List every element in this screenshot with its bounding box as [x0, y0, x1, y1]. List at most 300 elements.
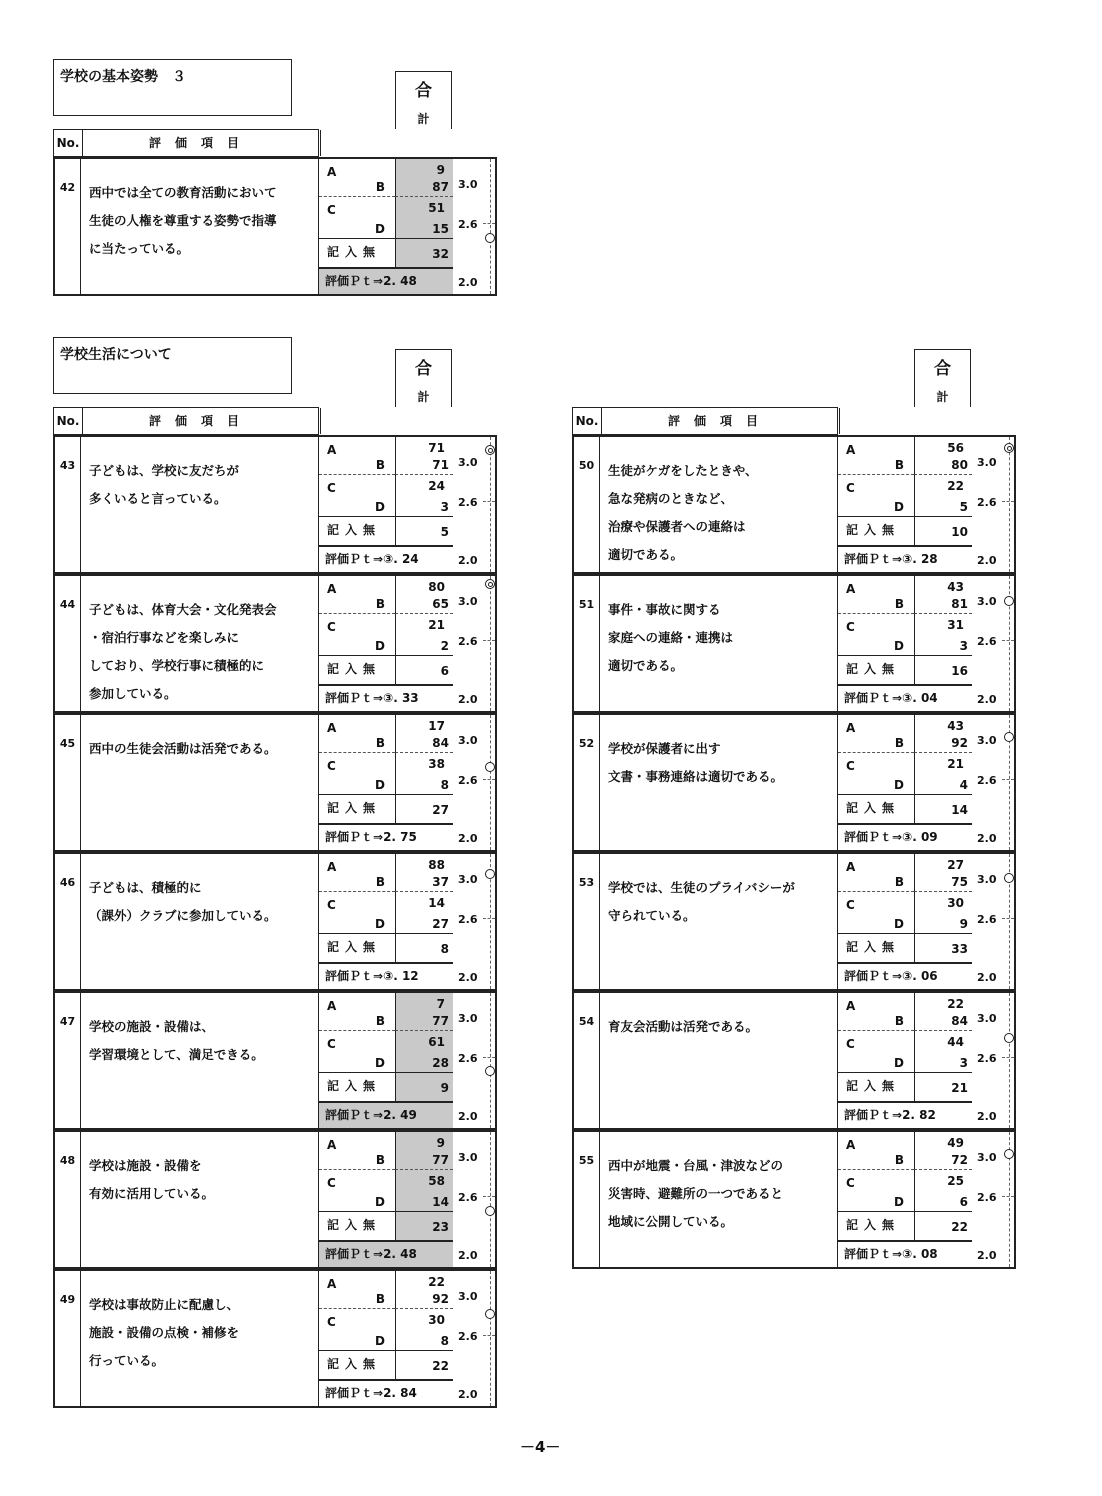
row-a-b-values — [395, 437, 453, 475]
row-a-b-values — [395, 993, 453, 1031]
count-b: 84 — [951, 1014, 968, 1028]
count-a: 80 — [428, 580, 445, 594]
row-a-b-labels — [838, 437, 914, 475]
count-a: 88 — [428, 858, 445, 872]
row-c-d-values — [395, 892, 453, 934]
label-c: C — [327, 1315, 336, 1329]
no-answer-cell — [914, 795, 972, 823]
count-a: 17 — [428, 719, 445, 733]
scale-label-2-6: 2.6 — [458, 496, 478, 509]
scale-label-2-0: 2.0 — [458, 693, 478, 706]
label-a: A — [327, 860, 337, 874]
evaluation-point-row — [319, 267, 453, 294]
label-b: B — [375, 1153, 385, 1167]
evaluation-point-value: ③. 24 — [383, 552, 419, 566]
no-answer-count: 9 — [440, 1081, 449, 1095]
count-c: 31 — [947, 618, 964, 632]
label-a: A — [327, 443, 337, 457]
scale-tick — [483, 223, 495, 224]
item-description-line: 文書・事務連絡は適切である。 — [608, 769, 784, 784]
scale-label-2-6: 2.6 — [458, 913, 478, 926]
evaluation-item-row — [53, 1269, 497, 1408]
row-c-d-values — [395, 1309, 453, 1351]
count-d: 28 — [432, 1056, 449, 1070]
label-c: C — [846, 1037, 855, 1051]
total-header-char-1: 合 — [415, 359, 432, 379]
count-a: 27 — [947, 858, 964, 872]
row-c-d-labels — [838, 892, 914, 934]
scale-tick — [1002, 501, 1014, 502]
evaluation-point-row — [319, 823, 453, 850]
item-number: 45 — [55, 715, 81, 850]
count-a: 9 — [436, 163, 445, 177]
scale-tick — [483, 501, 495, 502]
row-c-d-labels — [319, 197, 395, 239]
no-answer-count: 8 — [440, 942, 449, 956]
no-answer-cell — [395, 1212, 453, 1240]
response-counts — [319, 854, 453, 989]
no-answer-label: 記入無 — [327, 662, 382, 676]
label-b: B — [894, 1153, 904, 1167]
item-number: 55 — [574, 1132, 600, 1267]
row-c-d-values — [395, 753, 453, 795]
item-description — [81, 576, 319, 711]
item-description-line: 学校では、生徒のプライバシーが — [608, 880, 795, 895]
scale-label-2-0: 2.0 — [977, 1249, 997, 1262]
no-answer-cell — [914, 1073, 972, 1101]
item-description — [81, 854, 319, 989]
label-b: B — [375, 1292, 385, 1306]
item-number: 42 — [55, 159, 81, 294]
label-a: A — [327, 165, 337, 179]
evaluation-point-value: 2. 75 — [383, 830, 417, 844]
label-d: D — [894, 1056, 904, 1070]
score-marker — [1004, 1033, 1014, 1043]
evaluation-point-value: ③. 04 — [902, 691, 938, 705]
no-answer-count: 14 — [951, 803, 968, 817]
scale-label-3-0: 3.0 — [977, 873, 997, 886]
row-c-d-values — [914, 1031, 972, 1073]
item-number: 48 — [55, 1132, 81, 1267]
item-description-line: 子どもは、体育大会・文化発表会 — [89, 602, 277, 617]
count-d: 8 — [440, 778, 449, 792]
scale-line — [490, 1132, 491, 1267]
row-a-b-labels — [319, 715, 395, 753]
evaluation-scale — [453, 1271, 497, 1406]
row-a-b-labels — [838, 993, 914, 1031]
scale-label-2-0: 2.0 — [977, 1110, 997, 1123]
scale-label-2-0: 2.0 — [458, 1249, 478, 1262]
no-answer-label: 記入無 — [327, 1079, 382, 1093]
scale-line — [490, 1271, 491, 1406]
label-c: C — [846, 481, 855, 495]
item-description-line: 事件・事故に関する — [608, 602, 721, 617]
no-answer-cell — [914, 656, 972, 684]
score-marker — [485, 579, 495, 589]
evaluation-point-prefix: 評価Ｐｔ⇒ — [844, 1247, 903, 1261]
evaluation-point-prefix: 評価Ｐｔ⇒ — [844, 691, 903, 705]
evaluation-point-row — [838, 684, 972, 711]
no-answer-count: 23 — [432, 1220, 449, 1234]
no-answer-count: 32 — [432, 247, 449, 261]
evaluation-point-value: 2. 84 — [383, 1386, 417, 1400]
evaluation-item-row — [53, 1130, 497, 1269]
item-description — [81, 1271, 319, 1406]
label-d: D — [375, 1056, 385, 1070]
scale-label-2-6: 2.6 — [977, 913, 997, 926]
no-answer-cell — [395, 934, 453, 962]
label-d: D — [375, 1195, 385, 1209]
label-b: B — [375, 736, 385, 750]
item-description-line: 有効に活用している。 — [89, 1186, 215, 1201]
evaluation-item-row — [53, 991, 497, 1130]
count-d: 8 — [440, 1334, 449, 1348]
evaluation-point-row — [319, 1379, 453, 1406]
row-c-d-labels — [319, 753, 395, 795]
label-a: A — [327, 1138, 337, 1152]
response-counts — [319, 437, 453, 572]
evaluation-item-row — [53, 574, 497, 713]
item-description-line: 学習環境として、満足できる。 — [89, 1047, 264, 1062]
count-c: 61 — [428, 1035, 445, 1049]
evaluation-item-row — [572, 991, 1016, 1130]
evaluation-scale — [453, 437, 497, 572]
scale-label-3-0: 3.0 — [458, 178, 478, 191]
item-description — [600, 1132, 838, 1267]
label-b: B — [894, 875, 904, 889]
row-c-d-labels — [319, 1031, 395, 1073]
no-answer-label: 記入無 — [327, 801, 382, 815]
evaluation-point-row — [319, 1101, 453, 1128]
row-c-d-labels — [319, 892, 395, 934]
score-marker — [485, 869, 495, 879]
evaluation-scale — [972, 993, 1016, 1128]
count-d: 9 — [959, 917, 968, 931]
label-c: C — [846, 759, 855, 773]
scale-label-2-0: 2.0 — [458, 832, 478, 845]
count-b: 77 — [432, 1153, 449, 1167]
count-d: 2 — [440, 639, 449, 653]
item-description — [600, 993, 838, 1128]
evaluation-point-value: 2. 48 — [383, 274, 417, 288]
row-a-b-labels — [838, 715, 914, 753]
label-c: C — [327, 481, 336, 495]
response-counts — [838, 437, 972, 572]
response-counts — [319, 1271, 453, 1406]
response-counts — [838, 993, 972, 1128]
row-c-d-values — [914, 753, 972, 795]
item-description — [600, 437, 838, 572]
item-description — [81, 1132, 319, 1267]
row-c-d-labels — [838, 1031, 914, 1073]
row-c-d-labels — [838, 753, 914, 795]
label-c: C — [327, 898, 336, 912]
item-description-line: 西中では全ての教育活動において — [89, 185, 277, 200]
evaluation-scale — [453, 576, 497, 711]
item-description-line: 治療や保護者への連絡は — [608, 519, 746, 534]
label-a: A — [327, 721, 337, 735]
item-description-line: 子どもは、積極的に — [89, 880, 202, 895]
label-c: C — [846, 620, 855, 634]
no-answer-cell — [914, 934, 972, 962]
item-description-line: 家庭への連絡・連携は — [608, 630, 734, 645]
scale-label-2-6: 2.6 — [977, 774, 997, 787]
scale-tick — [1002, 918, 1014, 919]
evaluation-point-prefix: 評価Ｐｔ⇒ — [844, 830, 903, 844]
scale-line — [1009, 993, 1010, 1128]
scale-line — [490, 576, 491, 711]
evaluation-item-row — [572, 713, 1016, 852]
scale-label-3-0: 3.0 — [458, 1012, 478, 1025]
total-header-char-1: 合 — [415, 81, 432, 101]
label-a: A — [846, 1138, 856, 1152]
count-c: 51 — [428, 201, 445, 215]
item-description-line: ・宿泊行事などを楽しみに — [89, 630, 240, 645]
row-c-d-values — [914, 475, 972, 517]
scale-label-2-0: 2.0 — [458, 554, 478, 567]
scale-label-3-0: 3.0 — [458, 1290, 478, 1303]
item-description-line: 育友会活動は活発である。 — [608, 1019, 759, 1034]
evaluation-point-value: ③. 08 — [902, 1247, 938, 1261]
row-c-d-values — [914, 892, 972, 934]
count-b: 92 — [432, 1292, 449, 1306]
scale-label-2-0: 2.0 — [458, 1388, 478, 1401]
row-a-b-values — [914, 437, 972, 475]
evaluation-scale — [972, 576, 1016, 711]
count-c: 24 — [428, 479, 445, 493]
label-c: C — [327, 1176, 336, 1190]
scale-label-2-6: 2.6 — [458, 635, 478, 648]
scale-label-2-6: 2.6 — [977, 635, 997, 648]
label-a: A — [846, 443, 856, 457]
row-c-d-values — [914, 614, 972, 656]
item-description-line: 参加している。 — [89, 686, 177, 701]
score-marker — [1004, 873, 1014, 883]
no-answer-count: 21 — [951, 1081, 968, 1095]
no-answer-count: 33 — [951, 942, 968, 956]
evaluation-point-prefix: 評価Ｐｔ⇒ — [325, 552, 384, 566]
scale-label-3-0: 3.0 — [977, 595, 997, 608]
item-description — [600, 854, 838, 989]
row-c-d-labels — [838, 475, 914, 517]
count-b: 72 — [951, 1153, 968, 1167]
scale-tick — [1002, 1196, 1014, 1197]
row-c-d-labels — [838, 614, 914, 656]
row-a-b-values — [914, 854, 972, 892]
count-c: 44 — [947, 1035, 964, 1049]
evaluation-point-row — [838, 1101, 972, 1128]
score-marker — [485, 1066, 495, 1076]
item-description-line: 学校が保護者に出す — [608, 741, 721, 756]
label-a: A — [846, 860, 856, 874]
label-c: C — [327, 203, 336, 217]
scale-label-2-6: 2.6 — [458, 1052, 478, 1065]
no-answer-cell — [395, 1351, 453, 1379]
evaluation-scale — [972, 854, 1016, 989]
item-description-line: しており、学校行事に積極的に — [89, 658, 265, 673]
label-b: B — [375, 458, 385, 472]
count-c: 58 — [428, 1174, 445, 1188]
no-answer-label: 記入無 — [327, 523, 382, 537]
total-header-char-2: 計 — [417, 112, 430, 126]
row-c-d-labels — [319, 614, 395, 656]
evaluation-item-row — [53, 435, 497, 574]
total-column-header — [914, 349, 971, 407]
evaluation-point-value: ③. 09 — [902, 830, 938, 844]
header-no: No. — [573, 408, 602, 434]
count-c: 38 — [428, 757, 445, 771]
row-a-b-labels — [838, 1132, 914, 1170]
count-d: 3 — [440, 500, 449, 514]
item-description-line: 行っている。 — [89, 1353, 165, 1368]
count-a: 7 — [436, 997, 445, 1011]
item-description-line: 学校は施設・設備を — [89, 1158, 202, 1173]
evaluation-point-row — [319, 684, 453, 711]
count-c: 30 — [428, 1313, 445, 1327]
evaluation-point-prefix: 評価Ｐｔ⇒ — [325, 969, 384, 983]
total-column-header — [395, 349, 452, 407]
response-counts — [838, 715, 972, 850]
count-c: 21 — [428, 618, 445, 632]
row-a-b-values — [395, 576, 453, 614]
count-d: 6 — [959, 1195, 968, 1209]
row-c-d-values — [395, 475, 453, 517]
header-item: 評価項目 — [82, 130, 321, 156]
item-number: 47 — [55, 993, 81, 1128]
row-a-b-values — [395, 159, 453, 197]
no-answer-cell — [395, 239, 453, 267]
evaluation-scale — [972, 437, 1016, 572]
evaluation-point-prefix: 評価Ｐｔ⇒ — [325, 691, 384, 705]
label-d: D — [375, 1334, 385, 1348]
item-description-line: に当たっている。 — [89, 241, 190, 256]
label-d: D — [375, 917, 385, 931]
score-marker — [485, 762, 495, 772]
evaluation-point-row — [319, 962, 453, 989]
count-d: 27 — [432, 917, 449, 931]
count-b: 77 — [432, 1014, 449, 1028]
no-answer-cell — [395, 517, 453, 545]
label-b: B — [894, 597, 904, 611]
score-marker — [485, 1309, 495, 1319]
scale-label-3-0: 3.0 — [977, 1151, 997, 1164]
row-a-b-labels — [319, 993, 395, 1031]
scale-line — [1009, 437, 1010, 572]
response-counts — [319, 715, 453, 850]
count-d: 3 — [959, 1056, 968, 1070]
response-counts — [319, 576, 453, 711]
item-number: 44 — [55, 576, 81, 711]
score-marker — [1004, 596, 1014, 606]
scale-line — [490, 993, 491, 1128]
count-d: 5 — [959, 500, 968, 514]
evaluation-item-row — [572, 1130, 1016, 1269]
row-a-b-values — [395, 715, 453, 753]
item-description — [81, 993, 319, 1128]
scale-label-3-0: 3.0 — [977, 734, 997, 747]
row-a-b-values — [395, 1271, 453, 1309]
row-a-b-values — [395, 854, 453, 892]
evaluation-scale — [453, 854, 497, 989]
evaluation-item-row — [572, 435, 1016, 574]
label-b: B — [894, 736, 904, 750]
evaluation-point-prefix: 評価Ｐｔ⇒ — [325, 274, 384, 288]
scale-label-3-0: 3.0 — [977, 1012, 997, 1025]
section-title-school-life: 学校生活について — [53, 337, 292, 394]
count-b: 84 — [432, 736, 449, 750]
label-a: A — [327, 1277, 337, 1291]
scale-tick — [1002, 779, 1014, 780]
no-answer-count: 22 — [951, 1220, 968, 1234]
count-c: 25 — [947, 1174, 964, 1188]
label-d: D — [375, 500, 385, 514]
evaluation-point-prefix: 評価Ｐｔ⇒ — [844, 552, 903, 566]
response-counts — [838, 1132, 972, 1267]
count-d: 15 — [432, 222, 449, 236]
evaluation-scale — [453, 993, 497, 1128]
label-d: D — [894, 639, 904, 653]
item-description-line: 子どもは、学校に友だちが — [89, 463, 240, 478]
row-a-b-labels — [319, 854, 395, 892]
scale-label-3-0: 3.0 — [977, 456, 997, 469]
no-answer-label: 記入無 — [327, 1357, 382, 1371]
no-answer-count: 5 — [440, 525, 449, 539]
scale-label-3-0: 3.0 — [458, 734, 478, 747]
evaluation-point-row — [838, 962, 972, 989]
row-a-b-labels — [319, 1132, 395, 1170]
scale-tick — [483, 1057, 495, 1058]
item-description-line: 西中が地震・台風・津波などの — [608, 1158, 784, 1173]
item-number: 51 — [574, 576, 600, 711]
count-b: 37 — [432, 875, 449, 889]
scale-label-2-0: 2.0 — [458, 1110, 478, 1123]
count-b: 71 — [432, 458, 449, 472]
label-d: D — [894, 917, 904, 931]
row-c-d-values — [395, 1170, 453, 1212]
scale-label-2-0: 2.0 — [977, 832, 997, 845]
scale-label-3-0: 3.0 — [458, 595, 478, 608]
no-answer-label: 記入無 — [327, 245, 382, 259]
label-a: A — [846, 582, 856, 596]
label-d: D — [894, 778, 904, 792]
item-description-line: 西中の生徒会活動は活発である。 — [89, 741, 277, 756]
item-description-line: 学校の施設・設備は、 — [89, 1019, 215, 1034]
score-marker — [1004, 732, 1014, 742]
no-answer-label: 記入無 — [846, 1079, 901, 1093]
item-description-line: （課外）クラブに参加している。 — [89, 908, 277, 923]
response-counts — [319, 1132, 453, 1267]
no-answer-label: 記入無 — [327, 1218, 382, 1232]
count-b: 75 — [951, 875, 968, 889]
header-no: No. — [54, 130, 83, 156]
row-c-d-values — [395, 197, 453, 239]
evaluation-item-row — [53, 157, 497, 296]
count-b: 80 — [951, 458, 968, 472]
label-b: B — [375, 597, 385, 611]
scale-label-3-0: 3.0 — [458, 873, 478, 886]
item-description-line: 災害時、避難所の一つであると — [608, 1186, 784, 1201]
row-a-b-labels — [319, 437, 395, 475]
response-counts — [319, 993, 453, 1128]
row-a-b-values — [914, 1132, 972, 1170]
row-a-b-values — [914, 715, 972, 753]
scale-line — [490, 437, 491, 572]
item-number: 43 — [55, 437, 81, 572]
label-d: D — [375, 778, 385, 792]
evaluation-item-row — [572, 852, 1016, 991]
count-b: 65 — [432, 597, 449, 611]
scale-line — [490, 159, 491, 294]
